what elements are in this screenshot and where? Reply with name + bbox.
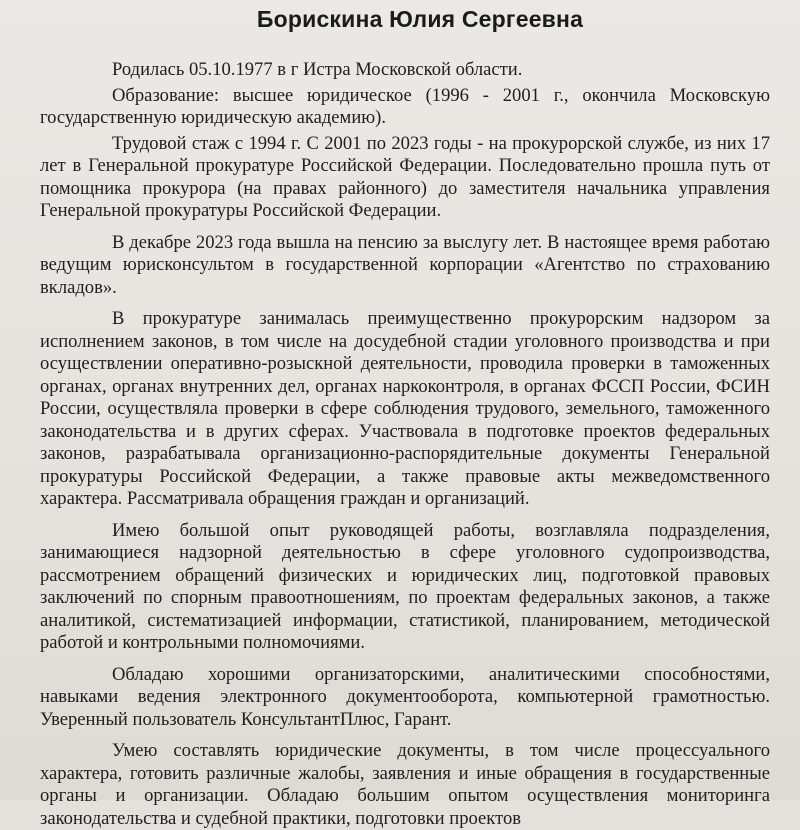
paragraph-management-experience: Имею большой опыт руководящей работы, возглавляла подразделения, занимающиеся надзорной деятельностью в сфере уголовного судопроизводства, рассмотрением обращений физических и юридических лиц, подготовкой правовых заключений по спорным правоотношениям, по проектам федеральных законов, а также аналитикой, систематизацией информации, статистикой, планированием, методической работой и контрольными полномочиями. (40, 519, 770, 653)
paragraph-work-experience: Трудовой стаж с 1994 г. С 2001 по 2023 годы - на прокурорской службе, из них 17 лет в Генеральной прокуратуре Российской Федерации. Последовательно прошла путь от помощника прокурора (на правах районного) до заместителя начальника управления Генеральной прокуратуры Российской Федерации. (40, 132, 770, 221)
paragraph-skills: Обладаю хорошими организаторскими, аналитическими способностями, навыками ведения электронного документооборота, компьютерной грамотностью. Уверенный пользователь КонсультантПлюс, Гарант. (40, 663, 770, 730)
paragraph-current-position: В декабре 2023 года вышла на пенсию за выслугу лет. В настоящее время работаю ведущим юрисконсультом в государственной корпорации «Агентство по страхованию вкладов». (40, 231, 770, 298)
paragraph-birth: Родилась 05.10.1977 в г Истра Московской области. (112, 59, 523, 80)
paragraph-legal-documents: Умею составлять юридические документы, в том числе процессуального характера, готовить различные жалобы, заявления и иные обращения в государственные органы и организации. Обладаю большим опытом осуществления мониторинга законодательства и судебной практики, подготовки проектов (40, 740, 770, 829)
document-title: Борискина Юлия Сергеевна (256, 6, 584, 32)
paragraph-prosecution-duties: В прокуратуре занималась преимущественно прокурорским надзором за исполнением законов, в том числе на досудебной стадии уголовного производства и при осуществлении оперативно-розыскной деятельности, проводила проверки в таможенных органах, органах внутренних дел, органах наркоконтроля, в органах ФССП России, ФСИН России, осуществляла проверки в сфере соблюдения трудового, земельного, таможенного законодательства и в других сферах. Участвовала в подготовке проектов федеральных законов, разрабатывала организационно-распорядительные документы Генеральной прокуратуры Российской Федерации, а также правовые акты межведомственного характера. Рассматривала обращения граждан и организаций. (40, 308, 770, 509)
paragraph-education: Образование: высшее юридическое (1996 - 2001 г., окончила Московскую государственную юридическую академию). (40, 84, 770, 128)
